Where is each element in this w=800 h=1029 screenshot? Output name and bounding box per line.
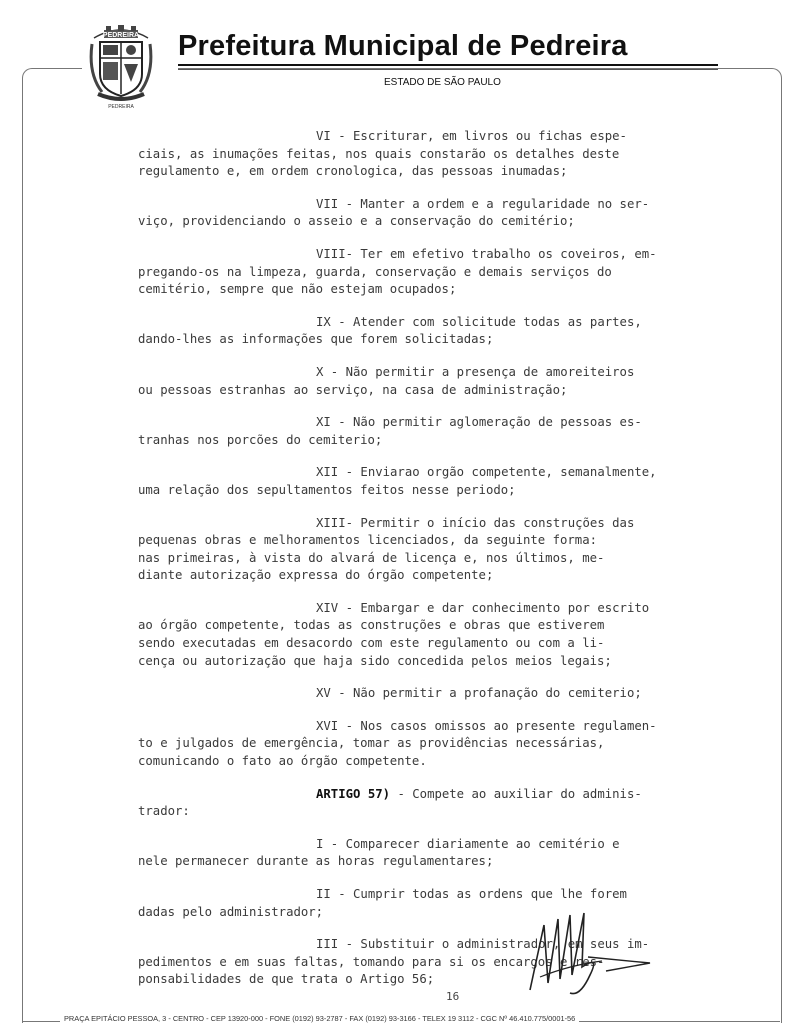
text-line: I - Comparecer diariamente ao cemitério e [316, 836, 620, 851]
paragraph-vi [138, 128, 758, 181]
text-line: IX - Atender com solicitude todas as partes, [316, 314, 642, 329]
text-line: uma relação dos sepultamentos feitos nesse periodo; [138, 482, 516, 497]
paragraph-viii [138, 246, 758, 299]
text-line: ponsabilidades de que trata o Artigo 56; [138, 972, 435, 987]
text-line: XIII- Permitir o início das construções das [316, 515, 635, 530]
text-line: to e julgados de emergência, tomar as providências necessárias, [138, 736, 605, 751]
paragraph-xii [138, 464, 758, 499]
text-line: VIII- Ter em efetivo trabalho os coveiros, em- [316, 246, 657, 261]
text-line: nas primeiras, à vista do alvará de licença e, nos últimos, me- [138, 550, 605, 565]
text-line: VI - Escriturar, em livros ou fichas espe- [316, 129, 627, 143]
text-line: sendo executadas em desacordo com este regulamento ou com a li- [138, 636, 605, 651]
text-line: XI - Não permitir aglomeração de pessoas es- [316, 415, 642, 430]
text-line: VII - Manter a ordem e a regularidade no ser- [316, 196, 650, 211]
page-number: 16 [446, 990, 460, 1003]
paragraph-i [138, 836, 758, 871]
text-line: III - Substituir o administrador, em seus im- [316, 937, 650, 952]
signature-icon [510, 905, 660, 1005]
paragraph-art57 [138, 786, 758, 821]
text-line: pregando-os na limpeza, guarda, conservação e demais serviços do [138, 264, 612, 279]
text-line: XVI - Nos casos omissos ao presente regulamen- [316, 718, 657, 733]
paragraph-vii [138, 196, 758, 231]
footer-address: PRAÇA EPITÁCIO PESSOA, 3 - CENTRO - CEP 13920-000 - FONE (0192) 93-2787 - FAX (0192) 93-3166 - TELEX 19 3112 - CGC Nº 46.410.775/0001-56 [60, 1014, 579, 1023]
paragraph-xi [138, 414, 758, 449]
text-line: XII - Enviarao orgão competente, semanalmente, [316, 465, 657, 480]
text-line: regulamento e, em ordem cronologica, das pessoas inumadas; [138, 164, 568, 179]
text-line: ou pessoas estranhas ao serviço, na casa de administração; [138, 382, 568, 397]
text-line: viço, providenciando o asseio e a conservação do cemitério; [138, 214, 575, 229]
text-line: II - Cumprir todas as ordens que lhe forem [316, 887, 627, 901]
text-line: dadas pelo administrador; [138, 904, 324, 919]
text-line: tranhas nos porcões do cemiterio; [138, 432, 383, 447]
crest-top-text: PEDREIRA [102, 32, 140, 39]
paragraph-xvi [138, 718, 758, 771]
document-body [138, 128, 758, 1004]
page-subtitle: ESTADO DE SÃO PAULO [384, 77, 501, 88]
text-line: ao órgão competente, todas as construções e obras que estiverem [138, 618, 605, 633]
coat-of-arms-icon [88, 24, 154, 110]
page-title: Prefeitura Municipal de Pedreira [178, 30, 628, 62]
paragraph-xiv [138, 600, 758, 670]
text-line: trador: [138, 804, 190, 819]
paragraph-xv [138, 685, 758, 703]
crest-bottom-text: PEDREIRA [108, 104, 134, 110]
paragraph-ii [138, 886, 758, 921]
text-line: comunicando o fato ao órgão competente. [138, 754, 427, 769]
text-line: pedimentos e em suas faltas, tomando para si os encargos e res- [138, 954, 605, 969]
text-line: XV - Não permitir a profanação do cemiterio; [316, 686, 642, 701]
paragraph-ix [138, 314, 758, 349]
paragraph-xiii [138, 515, 758, 585]
text-line: cença ou autorização que haja sido concedida pelos meios legais; [138, 653, 612, 668]
header-rule [178, 64, 718, 66]
header-rule-thin [178, 69, 718, 70]
text-line: XIV - Embargar e dar conhecimento por escrito [316, 600, 650, 615]
text-line: nele permanecer durante as horas regulamentares; [138, 854, 494, 869]
paragraph-x [138, 364, 758, 399]
text-line: ciais, as inumações feitas, nos quais constarão os detalhes deste [138, 146, 620, 161]
text-line: X - Não permitir a presença de amoreiteiros [316, 364, 635, 379]
text-line: ARTIGO 57) - Compete ao auxiliar do adminis- [316, 786, 642, 801]
text-line: pequenas obras e melhoramentos licenciados, da seguinte forma: [138, 533, 598, 548]
text-line: dando-lhes as informações que forem solicitadas; [138, 332, 494, 347]
text-line: cemitério, sempre que não estejam ocupados; [138, 282, 457, 297]
paragraph-iii [138, 936, 758, 989]
text-line: diante autorização expressa do órgão competente; [138, 568, 494, 583]
